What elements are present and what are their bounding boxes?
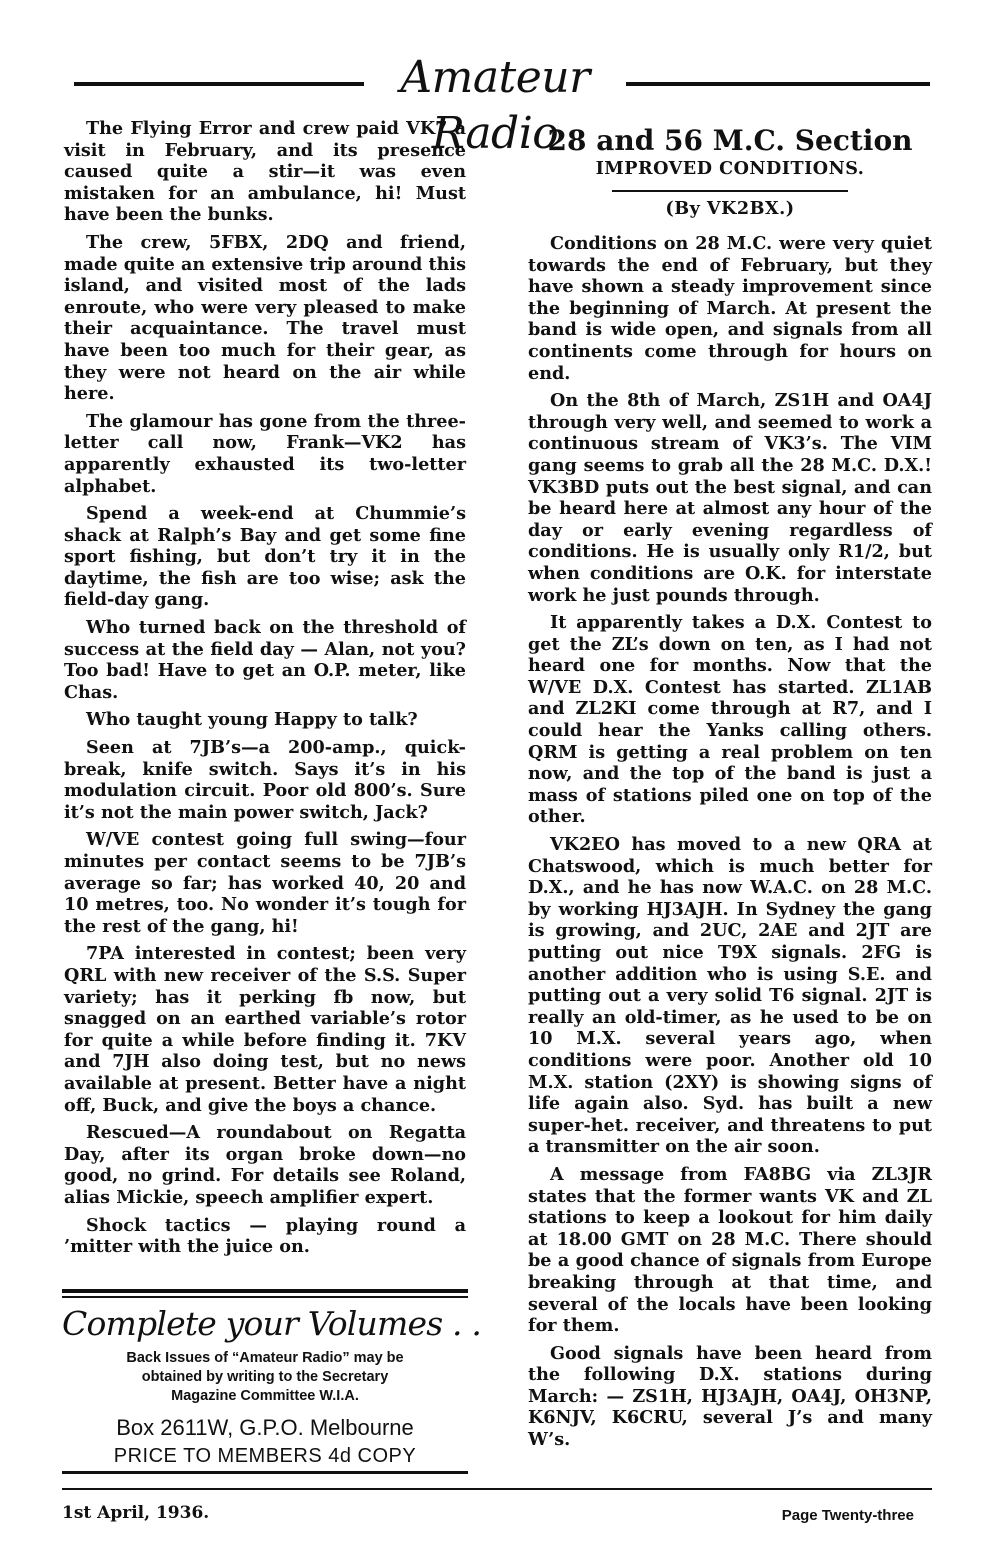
paragraph: Conditions on 28 M.C. were very quiet towards the end of February, but they have shown a steady improvement since the beginning of March. At present the band is wide open, and signals from all continents come through for hours on end. <box>528 233 932 384</box>
masthead-rule-right <box>626 82 930 86</box>
masthead-rule-left <box>74 82 364 86</box>
ad-address: Box 2611W, G.P.O. Melbourne <box>116 1415 414 1440</box>
ad-body-line: Magazine Committee W.I.A. <box>171 1388 359 1404</box>
advertisement <box>62 1289 482 1479</box>
paragraph: The crew, 5FBX, 2DQ and friend, made quite an extensive trip around this island, and visited most of the lads enroute, who were very pleased to make their acquaintance. The travel must have been too much for their gear, as they were not heard on the air while here. <box>64 231 466 405</box>
paragraph: Rescued—A roundabout on Regatta Day, after its organ broke down—no good, no grind. For details see Roland, alias Mickie, speech amplifier expert. <box>64 1122 466 1208</box>
paragraph: Who taught young Happy to talk? <box>86 709 418 731</box>
ad-title: Complete your Volumes . . <box>62 1304 482 1343</box>
footer-rule <box>62 1488 932 1490</box>
section-subtitle: IMPROVED CONDITIONS. <box>595 158 865 179</box>
paragraph: Spend a week-end at Chummie’s shack at Ralph’s Bay and get some fine sport fishing, but don’t try it in the daytime, the fish are too wise; ask the field-day gang. <box>64 503 466 611</box>
paragraph: Who turned back on the threshold of success at the field day — Alan, not you? Too bad! Have to get an O.P. meter, like Chas. <box>64 617 466 703</box>
ad-rule-bottom <box>62 1471 468 1474</box>
ad-body <box>62 1349 468 1406</box>
section-title: 28 and 56 M.C. Section <box>547 124 913 157</box>
paragraph: On the 8th of March, ZS1H and OA4J through very well, and seemed to work a continuous stream of VK3’s. The VIM gang seems to grab all the 28 M.C. D.X.! VK3BD puts out the best signal, and can be heard here at almost any hour of the day or early evening regardless of conditions. He is usually only R1/2, but when conditions are O.K. for interstate work he just pounds through. <box>528 390 932 606</box>
ad-body-line: Back Issues of “Amateur Radio” may be <box>126 1350 404 1366</box>
paragraph: W/VE contest going full swing—four minutes per contact seems to be 7JB’s average so far; has worked 40, 20 and 10 metres, too. No wonder it’s tough for the rest of the gang, hi! <box>64 829 466 937</box>
paragraph: Seen at 7JB’s—a 200-amp., quick-break, knife switch. Says it’s in his modulation circuit. Poor old 800’s. Sure it’s not the main power switch, Jack? <box>64 737 466 823</box>
paragraph: It apparently takes a D.X. Contest to get the ZL’s down on ten, as I had not heard one for months. Now that the W/VE D.X. Contest has started. ZL1AB and ZL2KI come through at R7, and I could hear the Yanks calling others. QRM is getting a real problem on ten now, and the top of the band is just a mass of stations piled one on top of the other. <box>528 612 932 828</box>
footer-date: 1st April, 1936. <box>62 1503 210 1523</box>
ad-body-line: obtained by writing to the Secretary <box>141 1369 389 1385</box>
page-number: Page Twenty-three <box>781 1507 914 1524</box>
section-byline: (By VK2BX.) <box>665 198 795 219</box>
paragraph: VK2EO has moved to a new QRA at Chatswood, which is much better for D.X., and he has now W.A.C. on 28 M.C. by working HJ3AJH. In Sydney the gang is growing, and 2UC, 2AE and 2JT are putting out nice T9X signals. 2FG is another addition who is using S.E. and putting out a very solid T6 signal. 2JT is really an old-timer, as he used to be on 10 M.X. several years ago, when conditions were poor. Another old 10 M.X. station (2XY) is showing signs of life again also. Syd. has built a new super-het. receiver, and threatens to put a transmitter on the air soon. <box>528 834 932 1158</box>
ad-rule-top <box>62 1289 468 1293</box>
section-header <box>528 124 932 220</box>
ad-price: PRICE TO MEMBERS 4d COPY <box>113 1445 417 1467</box>
paragraph: Shock tactics — playing round a ’mitter with the juice on. <box>64 1214 466 1258</box>
masthead-title: Amateur Radio <box>400 52 590 159</box>
right-column <box>528 233 932 1457</box>
paragraph: The glamour has gone from the three-letter call now, Frank—VK2 has apparently exhausted its two-letter alphabet. <box>64 410 466 497</box>
paragraph: The Flying Error and crew paid VK7 a visit in February, and its presence caused quite a stir—it was even mistaken for an ambulance, hi! Must have been the bunks. <box>64 118 466 226</box>
left-column <box>64 118 466 1264</box>
paragraph: 7PA interested in contest; been very QRL with new receiver of the S.S. Super variety; has it perking fb now, but snagged on an earthed variable’s rotor for quite a while before finding it. 7KV and 7JH also doing test, but no news available at present. Better have a night off, Buck, and give the boys a chance. <box>64 943 466 1116</box>
paragraph: A message from FA8BG via ZL3JR states that the former wants VK and ZL stations to keep a lookout for him daily at 18.00 GMT on 28 M.C. There should be a good chance of signals from Europe breaking through at that time, and several of the locals have been looking for them. <box>528 1163 932 1337</box>
paragraph: Good signals have been heard from the following D.X. stations during March: — ZS1H, HJ3AJH, OA4J, OH3NP, K6NJV, K6CRU, several J’s and many W’s. <box>528 1342 932 1451</box>
ad-rule-top-thin <box>62 1296 468 1298</box>
section-rule <box>612 190 848 192</box>
